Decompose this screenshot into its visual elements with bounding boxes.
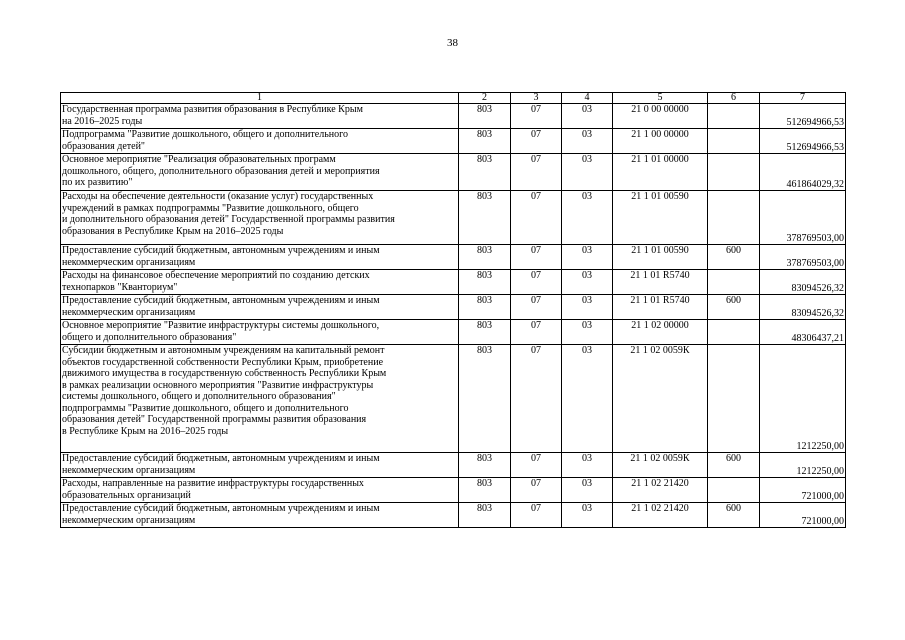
ministry-code-cell: 803 [459,503,511,528]
expense-name-cell: Расходы, направленные на развитие инфраструктуры государственных образовательных организаций [61,478,459,503]
amount-cell: 512694966,53 [760,104,846,129]
section-cell: 07 [511,295,562,320]
expense-type-cell: 600 [708,503,760,528]
expense-name-cell: Предоставление субсидий бюджетным, автономным учреждениям и иным некоммерческим организациям [61,245,459,270]
column-header: 1 [61,93,459,104]
subsection-cell: 03 [562,320,613,345]
expense-name-cell: Предоставление субсидий бюджетным, автономным учреждениям и иным некоммерческим организациям [61,295,459,320]
section-cell: 07 [511,270,562,295]
ministry-code-cell: 803 [459,478,511,503]
column-header: 7 [760,93,846,104]
table-row [61,129,846,154]
expense-name-cell: Основное мероприятие "Развитие инфраструктуры системы дошкольного, общего и дополнительного образования" [61,320,459,345]
target-article-cell: 21 1 01 00590 [613,245,708,270]
target-article-cell: 21 1 00 00000 [613,129,708,154]
expense-name-cell: Основное мероприятие "Реализация образовательных программ дошкольного, общего, дополнительного образования детей и мероприятия по их развитию" [61,154,459,191]
expense-type-cell: 600 [708,245,760,270]
table-row [61,320,846,345]
subsection-cell: 03 [562,191,613,245]
column-header: 5 [613,93,708,104]
table-row [61,478,846,503]
subsection-cell: 03 [562,129,613,154]
expense-name-cell: Расходы на обеспечение деятельности (оказание услуг) государственных учреждений в рамках подпрограммы "Развитие дошкольного, общего и дополнительного образования детей" Государственной программы развития образования в Республике Крым на 2016–2025 годы [61,191,459,245]
expense-type-cell: 600 [708,453,760,478]
expense-type-cell [708,129,760,154]
section-cell: 07 [511,503,562,528]
table-row [61,295,846,320]
target-article-cell: 21 1 02 0059К [613,345,708,453]
section-cell: 07 [511,478,562,503]
column-header: 4 [562,93,613,104]
section-cell: 07 [511,129,562,154]
target-article-cell: 21 1 02 21420 [613,503,708,528]
amount-cell: 83094526,32 [760,270,846,295]
target-article-cell: 21 1 01 00000 [613,154,708,191]
column-header: 6 [708,93,760,104]
expense-type-cell [708,345,760,453]
expense-name-cell: Предоставление субсидий бюджетным, автономным учреждениям и иным некоммерческим организациям [61,453,459,478]
amount-cell: 1212250,00 [760,345,846,453]
subsection-cell: 03 [562,154,613,191]
expense-name-cell: Государственная программа развития образования в Республике Крым на 2016–2025 годы [61,104,459,129]
section-cell: 07 [511,320,562,345]
table-row [61,104,846,129]
table-row [61,453,846,478]
amount-cell: 721000,00 [760,503,846,528]
section-cell: 07 [511,104,562,129]
target-article-cell: 21 1 01 00590 [613,191,708,245]
subsection-cell: 03 [562,345,613,453]
column-header: 3 [511,93,562,104]
target-article-cell: 21 1 02 00000 [613,320,708,345]
table-header-row [61,93,846,104]
subsection-cell: 03 [562,295,613,320]
subsection-cell: 03 [562,104,613,129]
amount-cell: 512694966,53 [760,129,846,154]
expense-name-cell: Подпрограмма "Развитие дошкольного, общего и дополнительного образования детей" [61,129,459,154]
amount-cell: 378769503,00 [760,245,846,270]
target-article-cell: 21 1 01 R5740 [613,270,708,295]
ministry-code-cell: 803 [459,104,511,129]
expense-type-cell [708,154,760,191]
section-cell: 07 [511,245,562,270]
expense-type-cell [708,104,760,129]
table-row [61,191,846,245]
budget-table [60,92,846,528]
ministry-code-cell: 803 [459,320,511,345]
target-article-cell: 21 1 01 R5740 [613,295,708,320]
section-cell: 07 [511,453,562,478]
section-cell: 07 [511,191,562,245]
page-number: 38 [447,37,458,49]
expense-type-cell [708,270,760,295]
table-row [61,245,846,270]
ministry-code-cell: 803 [459,245,511,270]
section-cell: 07 [511,345,562,453]
column-header: 2 [459,93,511,104]
subsection-cell: 03 [562,503,613,528]
ministry-code-cell: 803 [459,129,511,154]
subsection-cell: 03 [562,453,613,478]
ministry-code-cell: 803 [459,270,511,295]
ministry-code-cell: 803 [459,154,511,191]
table-row [61,503,846,528]
expense-type-cell [708,191,760,245]
amount-cell: 461864029,32 [760,154,846,191]
expense-name-cell: Субсидии бюджетным и автономным учреждениям на капитальный ремонт объектов государственной собственности Республики Крым, приобретение движимого имущества в государственную собственность Республики Крым в рамках реализации основного мероприятия "Развитие инфраструктуры системы дошкольного, общего и дополнительного образования" подпрограммы "Развитие дошкольного, общего и дополнительного образования детей" Государственной программы развития образования в Республике Крым на 2016–2025 годы [61,345,459,453]
amount-cell: 48306437,21 [760,320,846,345]
amount-cell: 1212250,00 [760,453,846,478]
amount-cell: 83094526,32 [760,295,846,320]
expense-type-cell [708,478,760,503]
target-article-cell: 21 1 02 21420 [613,478,708,503]
subsection-cell: 03 [562,478,613,503]
ministry-code-cell: 803 [459,295,511,320]
target-article-cell: 21 0 00 00000 [613,104,708,129]
section-cell: 07 [511,154,562,191]
table-row [61,154,846,191]
amount-cell: 378769503,00 [760,191,846,245]
expense-type-cell: 600 [708,295,760,320]
table-row [61,345,846,453]
expense-type-cell [708,320,760,345]
subsection-cell: 03 [562,270,613,295]
expense-name-cell: Предоставление субсидий бюджетным, автономным учреждениям и иным некоммерческим организациям [61,503,459,528]
amount-cell: 721000,00 [760,478,846,503]
subsection-cell: 03 [562,245,613,270]
table-row [61,270,846,295]
ministry-code-cell: 803 [459,191,511,245]
target-article-cell: 21 1 02 0059К [613,453,708,478]
expense-name-cell: Расходы на финансовое обеспечение мероприятий по созданию детских технопарков "Кванториум" [61,270,459,295]
ministry-code-cell: 803 [459,345,511,453]
ministry-code-cell: 803 [459,453,511,478]
table-body [61,104,846,528]
